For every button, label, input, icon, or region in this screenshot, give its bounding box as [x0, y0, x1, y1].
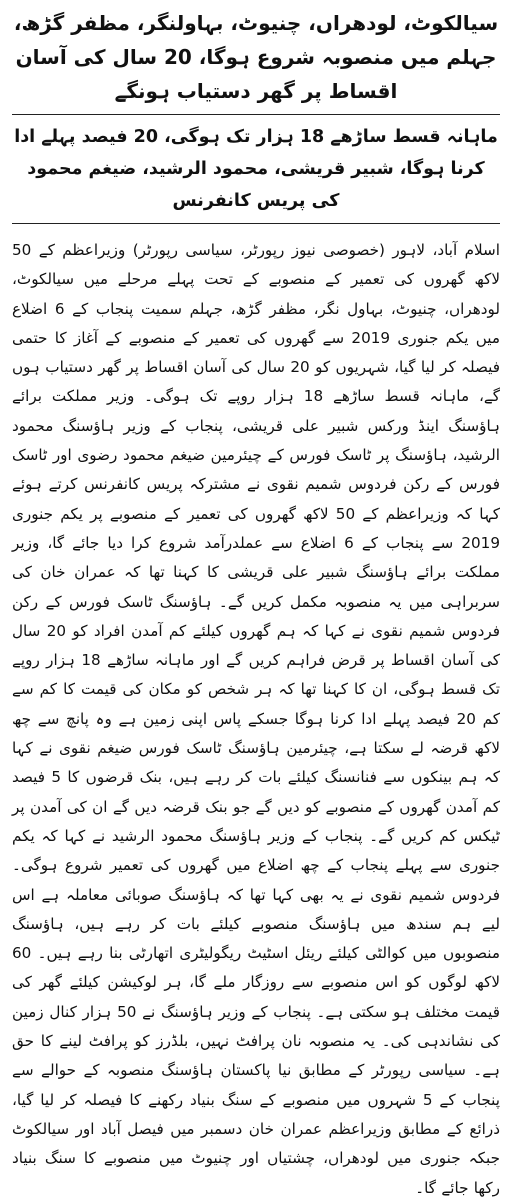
article-body — [12, 236, 500, 1203]
article-body-paragraph: اسلام آباد، لاہور (خصوصی نیوز رپورٹر، سیاسی رپورٹر) وزیراعظم کے 50 لاکھ گھروں کی تعمیر کے منصوبے کے تحت پہلے مرحلے میں سیالکوٹ، لودھراں، چنیوٹ، بہاول نگر، مظفر گڑھ، جہلم سمیت پنجاب کے 6 اضلاع میں یکم جنوری 2019 سے گھروں کی تعمیر کے منصوبے کے آغاز کا حتمی فیصلہ کر لیا گیا، شہریوں کو 20 سال کی آسان اقساط پر گھر دستیاب ہوں گے، ماہانہ قسط ساڑھے 18 ہزار روپے تک ہوگی۔ وزیر مملکت برائے ہاؤسنگ اینڈ ورکس شبیر علی قریشی، پنجاب کے وزیر ہاؤسنگ محمود الرشید، ہاؤسنگ پر ٹاسک فورس کے چیئرمین ضیغم محمود رضوی اور ٹاسک فورس کے رکن فردوس شمیم نقوی نے مشترکہ پریس کانفرنس کرتے ہوئے کہا کہ وزیراعظم کے 50 لاکھ گھروں کی تعمیر کے منصوبے پر یکم جنوری 2019 سے پنجاب کے 6 اضلاع سے عملدرآمد شروع کرا دیا جائے گا، وزیر مملکت برائے ہاؤسنگ شبیر علی قریشی کا کہنا تھا کہ عمران خان کی سربراہی میں یہ منصوبہ مکمل کریں گے۔ ہاؤسنگ ٹاسک فورس کے رکن فردوس شمیم نقوی نے کہا کہ ہم گھروں کیلئے کم آمدن افراد کو 20 سال کی آسان اقساط پر قرض فراہم کریں گے اور ماہانہ ساڑھے 18 ہزار روپے تک قسط ہوگی، ان کا کہنا تھا کہ ہر شخص کو مکان کی قیمت کا کم سے کم 20 فیصد پہلے ادا کرنا ہوگا جسکے پاس اپنی زمین ہے وہ پانچ سے چھ لاکھ قرضہ لے سکتا ہے، چیئرمین ہاؤسنگ ٹاسک فورس ضیغم نقوی نے کہا کہ ہم بینکوں سے فنانسنگ کیلئے بات کر رہے ہیں، بنک قرضوں کا 5 فیصد کم آمدن گھروں کے منصوبے کو دیں گے جو بنک قرضہ دیں گے ان کی آمدن پر ٹیکس کم کریں گے۔ پنجاب کے وزیر ہاؤسنگ محمود الرشید نے کہا کہ یکم جنوری سے پہلے پنجاب کے چھ اضلاع میں گھروں کی تعمیر شروع ہوگی۔ فردوس شمیم نقوی نے یہ بھی کہا تھا کہ ہاؤسنگ صوبائی معاملہ ہے اس لیے ہم سندھ میں ہاؤسنگ منصوبے کیلئے بات کر رہے ہیں، ہاؤسنگ منصوبوں میں کوالٹی کیلئے ریئل اسٹیٹ ریگولیٹری اتھارٹی بنا رہے ہیں۔ 60 لاکھ لوگوں کو اس منصوبے سے روزگار ملے گا، ہر لوکیشن کیلئے گھر کی قیمت مختلف ہو سکتی ہے۔ پنجاب کے وزیر ہاؤسنگ نے 50 ہزار کنال زمین کی نشاندہی کی۔ یہ منصوبہ نان پرافٹ نہیں، بلڈرز کو پرافٹ لینے کا حق ہے۔ سیاسی رپورٹر کے مطابق نیا پاکستان ہاؤسنگ منصوبہ کے حوالے سے پنجاب کے 5 شہروں میں منصوبے کے سنگ بنیاد رکھنے کا فیصلہ کر لیا گیا، ذرائع کے مطابق وزیراعظم عمران خان دسمبر میں فیصل آباد اور سیالکوٹ جبکہ جنوری میں لودھراں، چشتیاں اور چنیوٹ میں منصوبے کا سنگ بنیاد رکھا جائے گا۔ — [12, 241, 501, 1197]
headline: سیالکوٹ، لودھراں، چنیوٹ، بہاولنگر، مظفر گڑھ، جہلم میں منصوبہ شروع ہوگا، 20 سال کی آسان اقساط پر گھر دستیاب ہونگے — [13, 11, 499, 103]
subheadline: ماہانہ قسط ساڑھے 18 ہزار تک ہوگی، 20 فیصد پہلے ادا کرنا ہوگا، شبیر قریشی، محمود الرشید، ضیغم محمود کی پریس کانفرنس — [14, 127, 498, 211]
subhead-divider — [12, 223, 500, 224]
headline-divider — [12, 114, 500, 115]
